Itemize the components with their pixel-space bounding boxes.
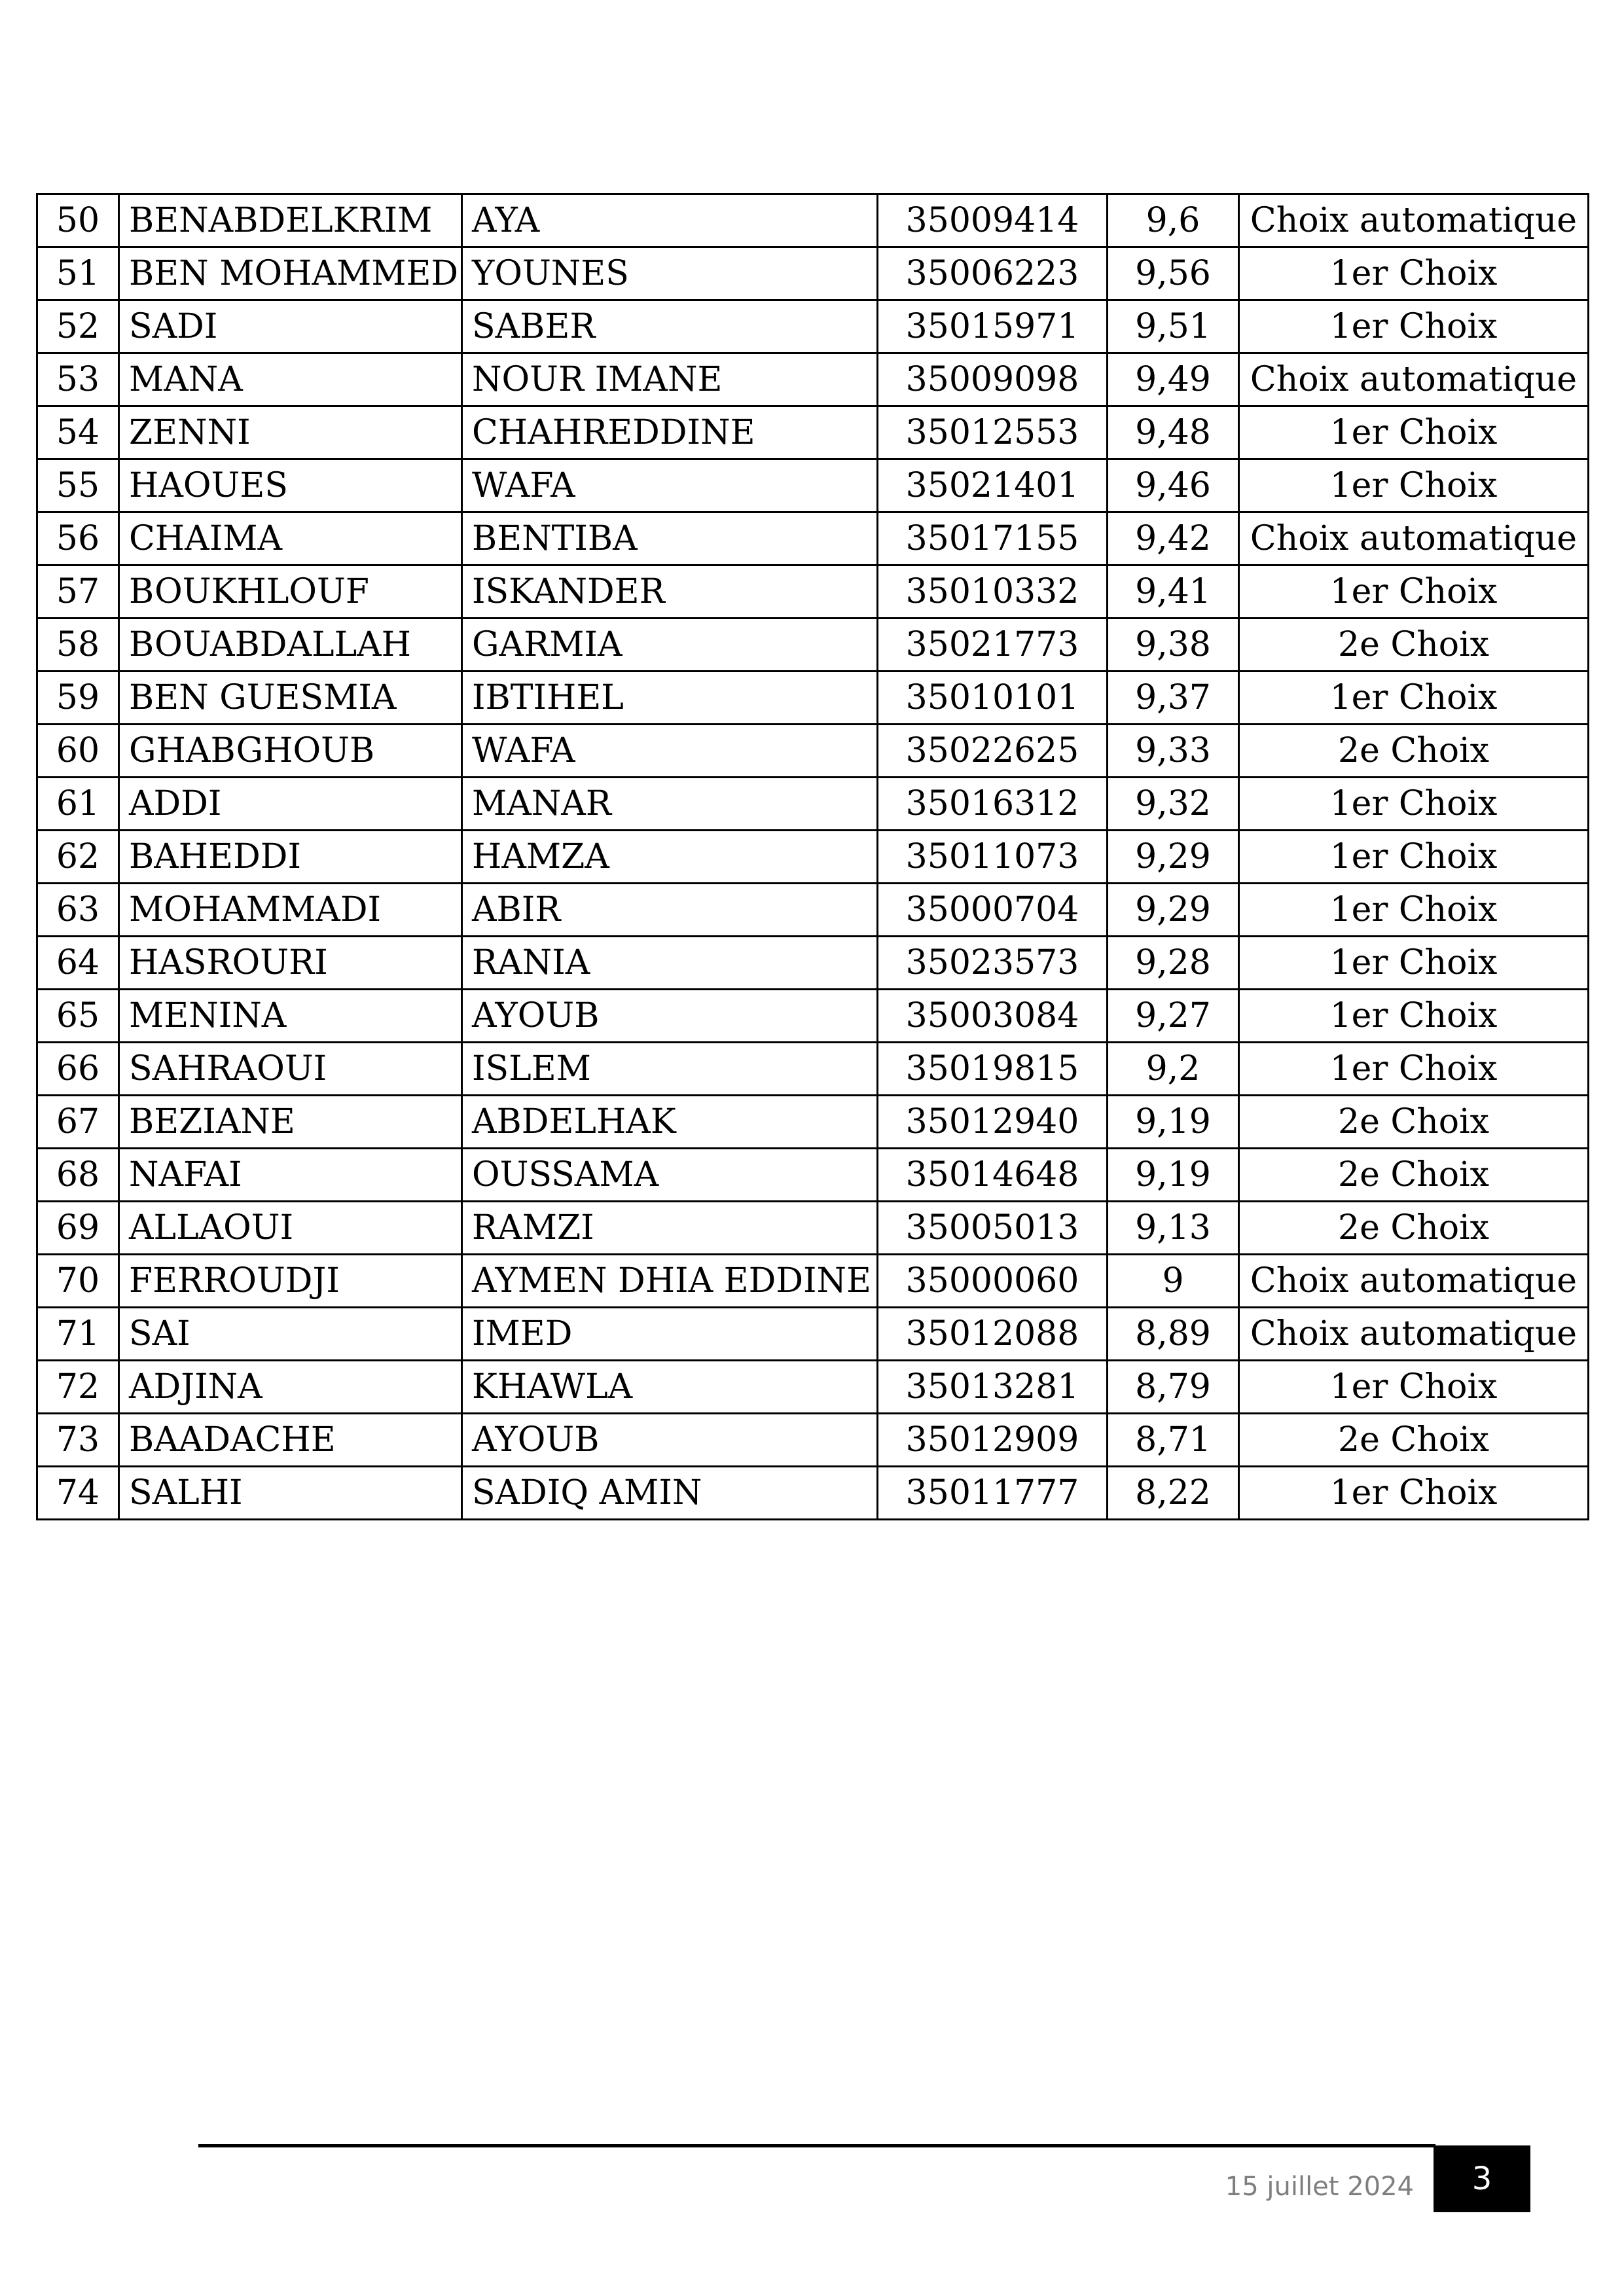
cell-id: 35011777 [878, 1467, 1108, 1520]
cell-id: 35019815 [878, 1043, 1108, 1096]
cell-id: 35012553 [878, 406, 1108, 459]
cell-choice: 1er Choix [1239, 1361, 1589, 1414]
cell-last-name: HASROURI [119, 937, 462, 990]
cell-first-name: WAFA [462, 725, 878, 778]
cell-first-name: WAFA [462, 459, 878, 512]
cell-id: 35016312 [878, 778, 1108, 831]
cell-id: 35005013 [878, 1202, 1108, 1255]
table-row [37, 1202, 1589, 1255]
cell-last-name: BEZIANE [119, 1096, 462, 1149]
cell-last-name: SAHRAOUI [119, 1043, 462, 1096]
cell-score: 8,89 [1108, 1308, 1239, 1361]
cell-choice: 1er Choix [1239, 1043, 1589, 1096]
cell-choice: 2e Choix [1239, 1202, 1589, 1255]
cell-id: 35000060 [878, 1255, 1108, 1308]
cell-rank: 57 [37, 565, 119, 619]
cell-choice: 1er Choix [1239, 937, 1589, 990]
cell-last-name: SAI [119, 1308, 462, 1361]
cell-rank: 52 [37, 300, 119, 353]
cell-score: 9,37 [1108, 672, 1239, 725]
table-row [37, 619, 1589, 672]
table-row [37, 778, 1589, 831]
cell-id: 35015971 [878, 300, 1108, 353]
cell-first-name: RANIA [462, 937, 878, 990]
cell-choice: 1er Choix [1239, 990, 1589, 1043]
cell-score: 9,32 [1108, 778, 1239, 831]
cell-last-name: CHAIMA [119, 512, 462, 565]
table-row [37, 247, 1589, 300]
table-row [37, 512, 1589, 565]
cell-first-name: AYA [462, 194, 878, 247]
table-row [37, 1255, 1589, 1308]
results-body [37, 194, 1589, 1520]
cell-id: 35006223 [878, 247, 1108, 300]
cell-last-name: SALHI [119, 1467, 462, 1520]
cell-last-name: BENABDELKRIM [119, 194, 462, 247]
cell-id: 35021401 [878, 459, 1108, 512]
cell-id: 35012909 [878, 1414, 1108, 1467]
table-row [37, 831, 1589, 884]
cell-choice: Choix automatique [1239, 353, 1589, 406]
cell-score: 9,27 [1108, 990, 1239, 1043]
cell-choice: 1er Choix [1239, 565, 1589, 619]
cell-choice: 1er Choix [1239, 300, 1589, 353]
table-row [37, 990, 1589, 1043]
cell-score: 9,19 [1108, 1149, 1239, 1202]
cell-score: 9,19 [1108, 1096, 1239, 1149]
cell-id: 35017155 [878, 512, 1108, 565]
cell-last-name: ADJINA [119, 1361, 462, 1414]
cell-first-name: AYOUB [462, 1414, 878, 1467]
table-row [37, 459, 1589, 512]
cell-id: 35023573 [878, 937, 1108, 990]
cell-id: 35022625 [878, 725, 1108, 778]
cell-last-name: ZENNI [119, 406, 462, 459]
cell-id: 35011073 [878, 831, 1108, 884]
results-table [36, 193, 1589, 1520]
cell-last-name: NAFAI [119, 1149, 462, 1202]
cell-choice: 1er Choix [1239, 406, 1589, 459]
cell-first-name: MANAR [462, 778, 878, 831]
cell-choice: Choix automatique [1239, 1308, 1589, 1361]
cell-first-name: IMED [462, 1308, 878, 1361]
cell-last-name: GHABGHOUB [119, 725, 462, 778]
cell-rank: 55 [37, 459, 119, 512]
cell-score: 9,33 [1108, 725, 1239, 778]
table-row [37, 672, 1589, 725]
footer-rule [198, 2144, 1435, 2147]
cell-last-name: MANA [119, 353, 462, 406]
footer-date: 15 juillet 2024 [1225, 2172, 1414, 2202]
cell-id: 35003084 [878, 990, 1108, 1043]
cell-rank: 50 [37, 194, 119, 247]
cell-rank: 68 [37, 1149, 119, 1202]
cell-rank: 69 [37, 1202, 119, 1255]
cell-last-name: BAADACHE [119, 1414, 462, 1467]
cell-last-name: MENINA [119, 990, 462, 1043]
cell-last-name: HAOUES [119, 459, 462, 512]
cell-choice: 1er Choix [1239, 672, 1589, 725]
cell-first-name: SADIQ AMIN [462, 1467, 878, 1520]
cell-first-name: NOUR IMANE [462, 353, 878, 406]
cell-choice: 1er Choix [1239, 884, 1589, 937]
cell-score: 9,13 [1108, 1202, 1239, 1255]
table-row [37, 565, 1589, 619]
cell-last-name: BAHEDDI [119, 831, 462, 884]
cell-rank: 61 [37, 778, 119, 831]
table-row [37, 1414, 1589, 1467]
cell-id: 35009414 [878, 194, 1108, 247]
table-row [37, 300, 1589, 353]
cell-last-name: ALLAOUI [119, 1202, 462, 1255]
cell-rank: 74 [37, 1467, 119, 1520]
cell-last-name: BEN MOHAMMED [119, 247, 462, 300]
cell-score: 9,38 [1108, 619, 1239, 672]
cell-choice: 2e Choix [1239, 619, 1589, 672]
cell-rank: 54 [37, 406, 119, 459]
cell-choice: 2e Choix [1239, 1096, 1589, 1149]
cell-score: 9,46 [1108, 459, 1239, 512]
cell-score: 9,51 [1108, 300, 1239, 353]
cell-rank: 73 [37, 1414, 119, 1467]
cell-first-name: SABER [462, 300, 878, 353]
table-row [37, 1467, 1589, 1520]
cell-score: 9,28 [1108, 937, 1239, 990]
cell-id: 35012088 [878, 1308, 1108, 1361]
cell-first-name: ABDELHAK [462, 1096, 878, 1149]
cell-rank: 65 [37, 990, 119, 1043]
cell-rank: 72 [37, 1361, 119, 1414]
cell-last-name: BOUKHLOUF [119, 565, 462, 619]
cell-first-name: ISKANDER [462, 565, 878, 619]
cell-rank: 66 [37, 1043, 119, 1096]
cell-rank: 71 [37, 1308, 119, 1361]
cell-first-name: AYOUB [462, 990, 878, 1043]
cell-score: 8,22 [1108, 1467, 1239, 1520]
cell-choice: 2e Choix [1239, 725, 1589, 778]
page-number: 3 [1434, 2145, 1530, 2212]
cell-rank: 59 [37, 672, 119, 725]
cell-first-name: OUSSAMA [462, 1149, 878, 1202]
cell-id: 35000704 [878, 884, 1108, 937]
cell-last-name: BOUABDALLAH [119, 619, 462, 672]
cell-first-name: RAMZI [462, 1202, 878, 1255]
cell-last-name: MOHAMMADI [119, 884, 462, 937]
cell-id: 35010332 [878, 565, 1108, 619]
cell-last-name: SADI [119, 300, 462, 353]
cell-first-name: AYMEN DHIA EDDINE [462, 1255, 878, 1308]
cell-first-name: KHAWLA [462, 1361, 878, 1414]
cell-score: 9,29 [1108, 831, 1239, 884]
cell-first-name: BENTIBA [462, 512, 878, 565]
table-row [37, 1043, 1589, 1096]
cell-id: 35010101 [878, 672, 1108, 725]
cell-rank: 62 [37, 831, 119, 884]
cell-score: 8,71 [1108, 1414, 1239, 1467]
cell-choice: Choix automatique [1239, 1255, 1589, 1308]
cell-first-name: CHAHREDDINE [462, 406, 878, 459]
cell-first-name: HAMZA [462, 831, 878, 884]
cell-first-name: GARMIA [462, 619, 878, 672]
cell-choice: 2e Choix [1239, 1149, 1589, 1202]
table-row [37, 1308, 1589, 1361]
cell-score: 9,41 [1108, 565, 1239, 619]
table-row [37, 1149, 1589, 1202]
table-row [37, 884, 1589, 937]
cell-score: 9,56 [1108, 247, 1239, 300]
cell-last-name: FERROUDJI [119, 1255, 462, 1308]
cell-id: 35021773 [878, 619, 1108, 672]
table-row [37, 353, 1589, 406]
cell-rank: 64 [37, 937, 119, 990]
cell-score: 8,79 [1108, 1361, 1239, 1414]
cell-score: 9,6 [1108, 194, 1239, 247]
cell-score: 9,48 [1108, 406, 1239, 459]
cell-choice: 1er Choix [1239, 459, 1589, 512]
table-row [37, 1096, 1589, 1149]
cell-rank: 70 [37, 1255, 119, 1308]
cell-choice: 1er Choix [1239, 247, 1589, 300]
table-row [37, 194, 1589, 247]
cell-score: 9,42 [1108, 512, 1239, 565]
cell-choice: Choix automatique [1239, 512, 1589, 565]
table-row [37, 1361, 1589, 1414]
cell-id: 35012940 [878, 1096, 1108, 1149]
cell-first-name: YOUNES [462, 247, 878, 300]
cell-choice: 1er Choix [1239, 831, 1589, 884]
cell-rank: 53 [37, 353, 119, 406]
table-row [37, 725, 1589, 778]
cell-score: 9,49 [1108, 353, 1239, 406]
cell-id: 35009098 [878, 353, 1108, 406]
table-row [37, 937, 1589, 990]
cell-rank: 51 [37, 247, 119, 300]
cell-first-name: ABIR [462, 884, 878, 937]
cell-first-name: IBTIHEL [462, 672, 878, 725]
cell-choice: Choix automatique [1239, 194, 1589, 247]
table-row [37, 406, 1589, 459]
cell-choice: 1er Choix [1239, 778, 1589, 831]
cell-score: 9,2 [1108, 1043, 1239, 1096]
cell-choice: 2e Choix [1239, 1414, 1589, 1467]
cell-last-name: BEN GUESMIA [119, 672, 462, 725]
cell-rank: 67 [37, 1096, 119, 1149]
cell-id: 35013281 [878, 1361, 1108, 1414]
cell-choice: 1er Choix [1239, 1467, 1589, 1520]
cell-rank: 60 [37, 725, 119, 778]
cell-score: 9,29 [1108, 884, 1239, 937]
cell-last-name: ADDI [119, 778, 462, 831]
cell-first-name: ISLEM [462, 1043, 878, 1096]
cell-id: 35014648 [878, 1149, 1108, 1202]
cell-rank: 63 [37, 884, 119, 937]
cell-rank: 56 [37, 512, 119, 565]
cell-score: 9 [1108, 1255, 1239, 1308]
cell-rank: 58 [37, 619, 119, 672]
